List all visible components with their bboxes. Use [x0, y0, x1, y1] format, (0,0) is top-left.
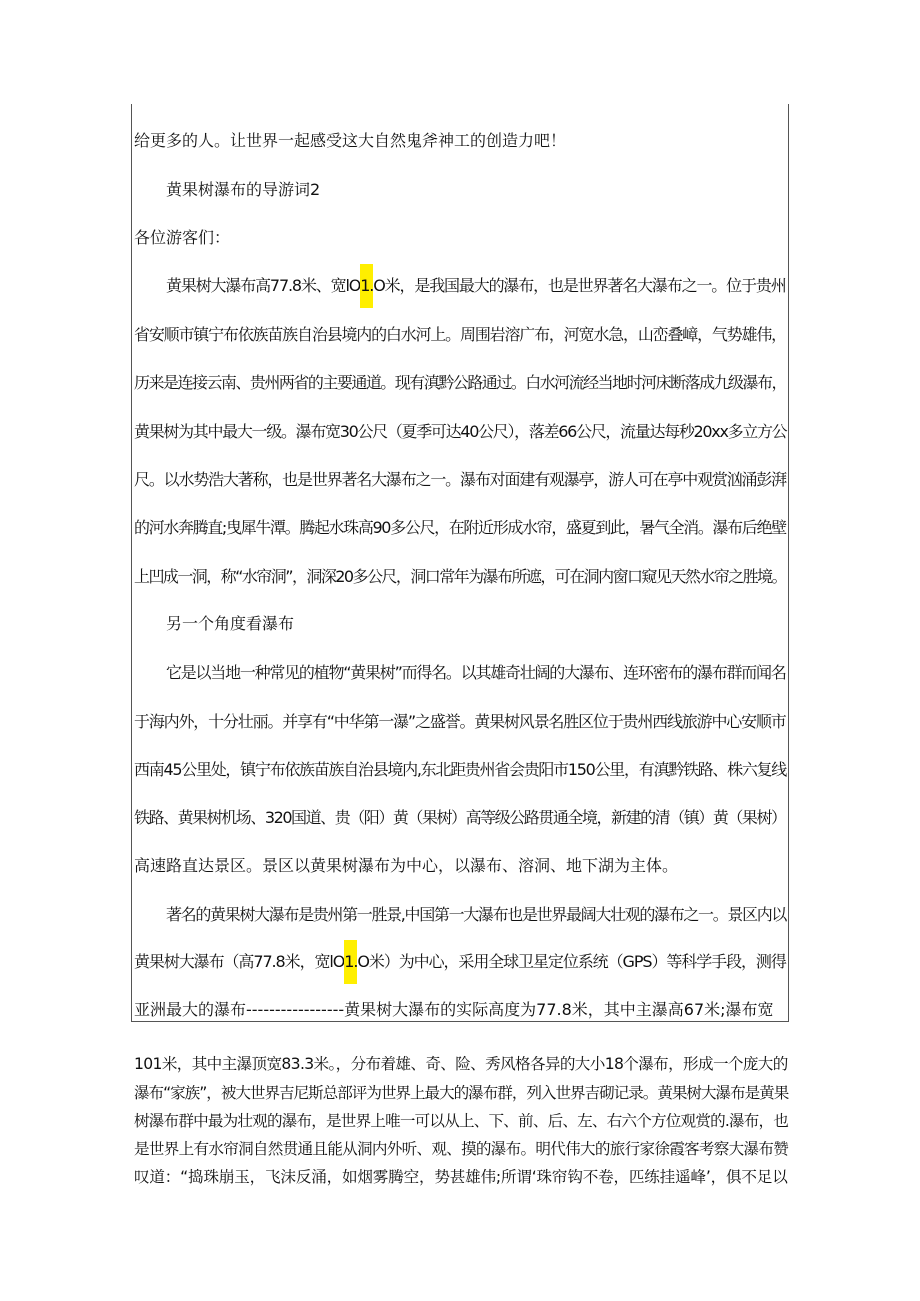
paragraph-line: 的河水奔腾直;曳犀牛潭。腾起水珠高90多公尺，在附近形成水帘，盛夏到此，暑气全消。瀑布后绝壁: [134, 518, 786, 537]
paragraph-line: 于海内外，十分壮丽。并享有“中华第一瀑”之盛誉。黄果树风景名胜区位于贵州西线旅游中心安顺市: [134, 712, 786, 731]
paragraph-line: 黄果树为其中最大一级。瀑布宽30公尺（夏季可达40公尺），落差66公尺，流量达每秒20xx多立方公: [134, 422, 787, 441]
paragraph-line: 西南45公里处，镇宁布依族苗族自治县境内,东北距贵州省会贵阳市150公里，有滇黔铁路、株六复线: [134, 760, 786, 779]
paragraph-line: 它是以当地一种常见的植物“黄果树”而得名。以其雄奇壮阔的大瀑布、连环密布的瀑布群而闻名: [166, 663, 786, 682]
section-heading: 另一个角度看瀑布: [166, 614, 295, 633]
paragraph-line: 给更多的人。让世界一起感受这大自然鬼斧神工的创造力吧！: [134, 131, 567, 150]
greeting-line: 各位游客们：: [134, 228, 231, 247]
highlight-mark: 1.: [360, 264, 373, 308]
paragraph-line: 是世界上有水帘洞自然贯通且能从洞内外听、观、摸的瀑布。明代伟大的旅行家徐霞客考察大瀑布赞: [134, 1140, 789, 1158]
text-segment: 黄果树大瀑布高77.8米、宽lO: [166, 276, 361, 295]
paragraph-line: 历来是连接云南、贵州两省的主要通道。现有滇黔公路通过。白水河流经当地时河床断落成九级瀑布，: [134, 373, 787, 392]
paragraph-line: 高速路直达景区。景区以黄果树瀑布为中心，以瀑布、溶洞、地下湖为主体。: [134, 856, 679, 875]
text-segment: 黄果树大瀑布（高77.8米，宽lO: [134, 952, 345, 971]
paragraph-line: 树瀑布群中最为壮观的瀑布，是世界上唯一可以从上、下、前、后、左、右六个方位观赏的.瀑布，也: [134, 1112, 789, 1130]
paragraph-line: 亚洲最大的瀑布-----------------黄果树大瀑布的实际高度为77.8米，其中主瀑高67米;瀑布宽: [134, 1000, 774, 1019]
paragraph-line: 著名的黄果树大瀑布是贵州第一胜景,中国第一大瀑布也是世界最阔大壮观的瀑布之一。景区内以: [166, 905, 787, 924]
text-segment: O米，是我国最大的瀑布，也是世界著名大瀑布之一。位于贵州: [373, 276, 786, 295]
text-segment: O米）为中心，采用全球卫星定位系统（GPS）等科学手段，测得: [357, 952, 786, 971]
paragraph-line: 省安顺市镇宁布依族苗族自治县境内的白水河上。周围岩溶广布，河宽水急，山峦叠嶂，气势雄伟，: [134, 325, 787, 344]
section-heading: 黄果树瀑布的导游词2: [166, 180, 321, 199]
paragraph-line: 尺。以水势浩大著称，也是世界著名大瀑布之一。瀑布对面建有观瀑亭，游人可在亭中观赏汹涌彭湃: [134, 470, 787, 489]
highlight-mark: 1.: [344, 940, 357, 984]
paragraph-line: 瀑布“家族”，被大世界吉尼斯总部评为世界上最大的瀑布群，列入世界吉砌记录。黄果树大瀑布是黄果: [134, 1084, 789, 1102]
paragraph-line: 101米，其中主瀑顶宽83.3米。，分布着雄、奇、险、秀风格各异的大小18个瀑布，形成一个庞大的: [134, 1055, 788, 1073]
paragraph-line: 叹道：“捣珠崩玉，飞沫反涌，如烟雾腾空，势甚雄伟;所谓‘珠帘钩不卷，匹练挂遥峰’，俱不足以: [134, 1168, 788, 1186]
paragraph-line-highlighted: [166, 276, 786, 308]
paragraph-line-highlighted: [134, 952, 786, 984]
paragraph-line: 上凹成一洞，称“水帘洞”，洞深20多公尺，洞口常年为瀑布所遮，可在洞内窗口窥见天然水帘之胜境。: [134, 567, 786, 586]
paragraph-line: 铁路、黄果树机场、320国道、贵（阳）黄（果树）高等级公路贯通全境，新建的清（镇）黄（果树）: [134, 808, 786, 827]
